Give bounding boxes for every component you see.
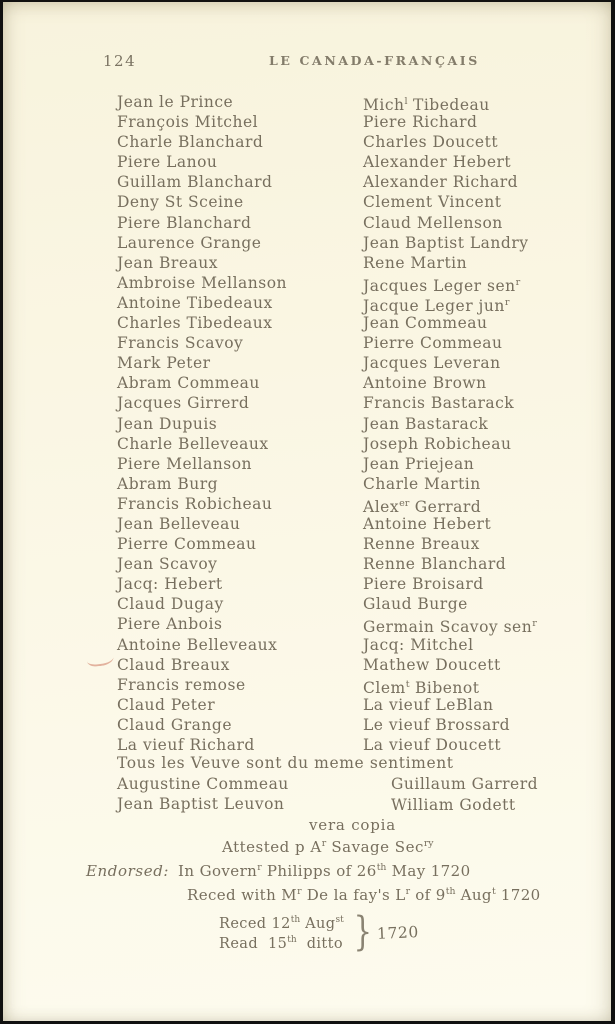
stain-mark [87, 655, 115, 668]
name-row [117, 373, 559, 393]
name-cell-left: Jean Breaux [117, 253, 218, 272]
received-year: 1720 [376, 923, 420, 944]
name-cell-right: Pierre Commeau [363, 334, 503, 353]
name-cell-left: Claud Peter [117, 695, 216, 714]
name-cell-right: Alexander Richard [363, 173, 519, 192]
name-cell-left: Guillam Blanchard [117, 173, 273, 192]
signature-name: Jean Baptist Leuvon [117, 795, 285, 813]
name-cell-left: Mark Peter [117, 354, 211, 373]
name-cell-right: Alexander Hebert [363, 153, 512, 172]
name-row [117, 393, 559, 413]
name-cell-right: Francis Bastarack [363, 394, 515, 413]
name-row [117, 675, 559, 695]
name-row [117, 273, 559, 293]
name-row [117, 735, 559, 755]
name-cell-right: Jean Bastarack [363, 414, 489, 433]
name-row [117, 414, 559, 434]
name-cell-left: Francis remose [117, 675, 246, 694]
name-cell-left: Charles Tibedeaux [117, 314, 273, 333]
name-row [117, 635, 559, 655]
name-row [117, 172, 559, 192]
name-row [117, 112, 559, 132]
name-row [117, 655, 559, 675]
name-cell-right: Charle Martin [363, 474, 481, 493]
name-cell-left: Jacq: Hebert [117, 575, 223, 594]
name-row [117, 534, 559, 554]
endorsed-label: Endorsed: [86, 862, 170, 880]
name-cell-right: Jean Priejean [363, 454, 475, 473]
name-row [117, 152, 559, 172]
name-cell-right: Clement Vincent [363, 193, 502, 212]
name-cell-left: Francis Scavoy [117, 334, 244, 353]
name-cell-right: Clem$^t$ Bibenot [363, 678, 480, 697]
name-cell-left: Piere Lanou [117, 153, 218, 172]
received-line-1: Reced 12th Aug$^{st}$ [219, 915, 344, 932]
name-cell-right: Jacq: Mitchel [363, 635, 474, 654]
name-cell-left: Charle Belleveaux [117, 434, 269, 453]
veuve-note: Tous les Veuve sont du meme sentiment [117, 754, 454, 772]
name-row [117, 253, 559, 273]
name-list [117, 92, 559, 755]
name-cell-right: Jacques Leveran [363, 354, 501, 373]
name-row [117, 293, 559, 316]
received-line-2: Read 15th ditto [219, 935, 344, 953]
name-cell-right: Jean Baptist Landry [363, 233, 529, 252]
name-cell-left: Abram Commeau [117, 374, 260, 393]
endorsed-line-1 [86, 862, 471, 880]
name-cell-right: Alex$^{er}$ Gerrard [363, 497, 482, 517]
name-cell-right: Piere Broisard [363, 575, 484, 594]
name-cell-right: Jacques Leger sen$^r$ [363, 276, 521, 295]
name-cell-right: Jacque Leger jun$^r$ [363, 296, 510, 316]
name-row [117, 353, 559, 373]
received-block [219, 909, 420, 956]
name-cell-left: Jacques Girrerd [117, 394, 250, 413]
page-number: 124 [103, 52, 137, 70]
name-row [117, 213, 559, 233]
brace-glyph: } [353, 909, 372, 956]
name-cell-right: Jean Commeau [363, 314, 488, 333]
name-cell-left: François Mitchel [117, 113, 259, 132]
vera-copia-line: vera copia [309, 816, 397, 834]
name-cell-right: Rene Martin [363, 253, 468, 272]
name-cell-left: Piere Mellanson [117, 454, 253, 473]
endorsed-text-1: In Govern$^r$ Philipps of 26th May 1720 [178, 862, 471, 880]
name-cell-right: Antoine Hebert [363, 514, 492, 533]
name-cell-left: Antoine Belleveaux [117, 635, 278, 654]
received-lines [219, 912, 344, 953]
name-row [117, 715, 559, 735]
name-cell-right: Antoine Brown [363, 374, 487, 393]
name-row [117, 614, 559, 637]
name-cell-left: Charle Blanchard [117, 133, 264, 152]
name-cell-right: Charles Doucett [363, 133, 499, 152]
name-cell-right: Joseph Robicheau [363, 434, 512, 453]
name-cell-right: La vieuf LeBlan [363, 695, 494, 714]
name-cell-left: Laurence Grange [117, 233, 262, 252]
name-cell-right: Renne Blanchard [363, 555, 507, 574]
name-cell-right: Mathew Doucett [363, 655, 501, 674]
name-row [117, 494, 559, 517]
name-cell-right: Claud Mellenson [363, 213, 503, 232]
name-row [117, 574, 559, 594]
attested-line: Attested p $A^r$ Savage Sec$^{ry}$ [222, 838, 434, 856]
name-row [117, 92, 559, 115]
name-row [117, 554, 559, 574]
signature-name: Guillaum Garrerd [391, 775, 539, 793]
name-cell-right: La vieuf Doucett [363, 736, 502, 754]
name-cell-left: Antoine Tibedeaux [117, 293, 273, 312]
name-row [117, 313, 559, 333]
signature-name: William Godett [391, 796, 516, 814]
journal-header: LE CANADA-FRANÇAIS [269, 53, 480, 68]
name-cell-right: Le vieuf Brossard [363, 715, 511, 734]
name-row [117, 333, 559, 353]
name-row [117, 474, 559, 494]
name-row [117, 514, 559, 534]
name-row [117, 233, 559, 253]
name-row [117, 192, 559, 212]
name-row [117, 454, 559, 474]
name-cell-left: Jean Scavoy [117, 555, 218, 574]
name-cell-right: Glaud Burge [363, 595, 468, 614]
name-cell-left: Claud Breaux [117, 655, 230, 674]
name-cell-left: Piere Anbois [117, 615, 223, 634]
name-cell-left: La vieuf Richard [117, 736, 255, 754]
name-cell-left: Jean Dupuis [117, 414, 218, 433]
name-cell-right: Mich$^l$ Tibedeau [363, 96, 490, 115]
name-row [117, 434, 559, 454]
name-cell-left: Piere Blanchard [117, 213, 252, 232]
name-cell-right: Piere Richard [363, 113, 478, 132]
name-cell-right: Germain Scavoy sen$^r$ [363, 618, 537, 637]
name-cell-left: Pierre Commeau [117, 535, 257, 554]
name-cell-left: Claud Grange [117, 715, 232, 734]
name-cell-left: Jean Belleveau [117, 514, 241, 533]
endorsed-line-2: Reced with $M^r$ De la fay's $L^r$ of 9th Aug$^t$ 1720 [187, 886, 541, 904]
name-cell-left: Deny St Sceine [117, 193, 244, 212]
name-cell-left: Francis Robicheau [117, 494, 273, 513]
name-cell-left: Jean le Prince [117, 93, 234, 111]
signature-name: Augustine Commeau [117, 775, 289, 793]
name-cell-left: Claud Dugay [117, 595, 224, 614]
name-row [117, 132, 559, 152]
name-cell-right: Renne Breaux [363, 535, 480, 554]
name-row [117, 695, 559, 715]
name-cell-left: Abram Burg [117, 474, 219, 493]
name-cell-left: Ambroise Mellanson [117, 273, 288, 292]
name-row [117, 594, 559, 614]
